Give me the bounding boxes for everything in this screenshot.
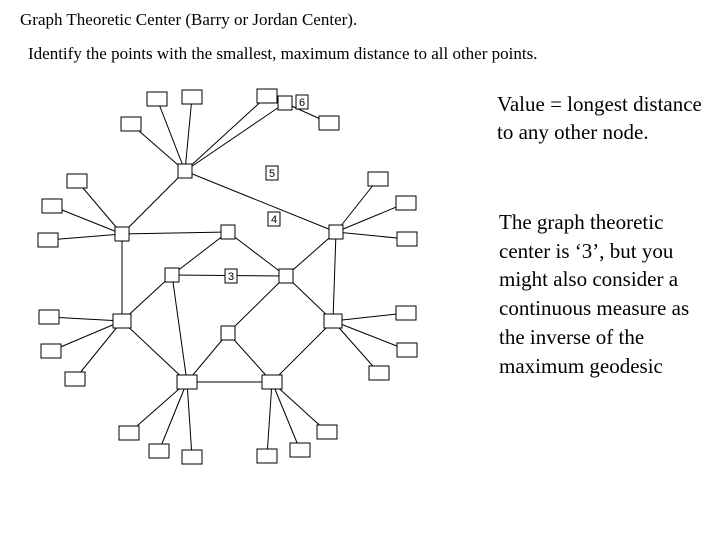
node-label-text: 4 — [271, 214, 278, 226]
node-label-3 — [225, 269, 237, 283]
graph-edge — [272, 382, 300, 450]
leaf-node — [39, 310, 59, 324]
node-label-text: 6 — [299, 97, 306, 109]
leaf-node — [397, 232, 417, 246]
leaf-node — [147, 92, 167, 106]
graph-edge — [333, 232, 336, 321]
graph-edge — [157, 99, 185, 171]
graph-node — [177, 375, 197, 389]
leaf-node — [257, 449, 277, 463]
graph-node — [221, 326, 235, 340]
leaf-node — [41, 344, 61, 358]
graph-edge — [272, 321, 333, 382]
graph-edge — [187, 382, 192, 457]
graph-edge — [333, 321, 407, 350]
graph-edge — [336, 232, 407, 239]
graph-edge — [333, 313, 406, 321]
graph-edge — [267, 382, 272, 456]
graph-edge — [75, 321, 122, 379]
leaf-node — [65, 372, 85, 386]
node-label-text: 5 — [269, 168, 276, 180]
leaf-node — [290, 443, 310, 457]
leaf-node — [182, 450, 202, 464]
graph-node — [329, 225, 343, 239]
graph-edge — [122, 321, 187, 382]
slide-subtitle: Identify the points with the smallest, maximum distance to all other points. — [28, 44, 538, 63]
node-label-text: 3 — [228, 271, 235, 283]
graph-edge — [129, 382, 187, 433]
graph-edge — [336, 179, 378, 232]
node-label-4 — [268, 212, 280, 226]
leaf-node — [368, 172, 388, 186]
graph-edge — [122, 232, 228, 234]
leaf-node — [396, 306, 416, 320]
graph-edge — [333, 321, 379, 373]
graph-node — [115, 227, 129, 241]
slide-title: Graph Theoretic Center (Barry or Jordan Center). — [20, 10, 358, 29]
leaf-node — [369, 366, 389, 380]
graph-node — [278, 96, 292, 110]
value-definition-note: Value = longest distance to any other node. — [497, 92, 702, 144]
leaf-node — [67, 174, 87, 188]
leaf-node — [319, 116, 339, 130]
leaf-node — [119, 426, 139, 440]
graph-node — [178, 164, 192, 178]
leaf-node — [149, 444, 169, 458]
leaf-node — [397, 343, 417, 357]
graph-edge — [228, 276, 286, 333]
leaf-node — [38, 233, 58, 247]
graph-node — [324, 314, 342, 328]
graph-edge — [172, 275, 187, 382]
graph-edge — [185, 96, 267, 171]
node-label-5 — [266, 166, 278, 180]
center-explanation: The graph theoretic center is ‘3’, but you might also consider a continuous measure as the inverse of the maximum geodesic — [499, 210, 690, 378]
leaf-node — [257, 89, 277, 103]
graph-edge — [159, 382, 187, 451]
graph-node — [262, 375, 282, 389]
leaf-node — [182, 90, 202, 104]
graph-edge — [122, 171, 185, 234]
graph-node — [165, 268, 179, 282]
graph-node — [221, 225, 235, 239]
graph-edge — [185, 171, 336, 232]
graph-edge — [185, 97, 192, 171]
graph-edge — [49, 317, 122, 321]
node-label-6 — [296, 95, 308, 109]
leaf-node — [42, 199, 62, 213]
graph-node — [113, 314, 131, 328]
graph-node — [279, 269, 293, 283]
graph-edge — [48, 234, 122, 240]
graph-edge — [185, 103, 285, 171]
leaf-node — [396, 196, 416, 210]
graph-edge — [51, 321, 122, 351]
leaf-node — [317, 425, 337, 439]
graph-edge — [172, 232, 228, 275]
graph-edge — [77, 181, 122, 234]
leaf-node — [121, 117, 141, 131]
